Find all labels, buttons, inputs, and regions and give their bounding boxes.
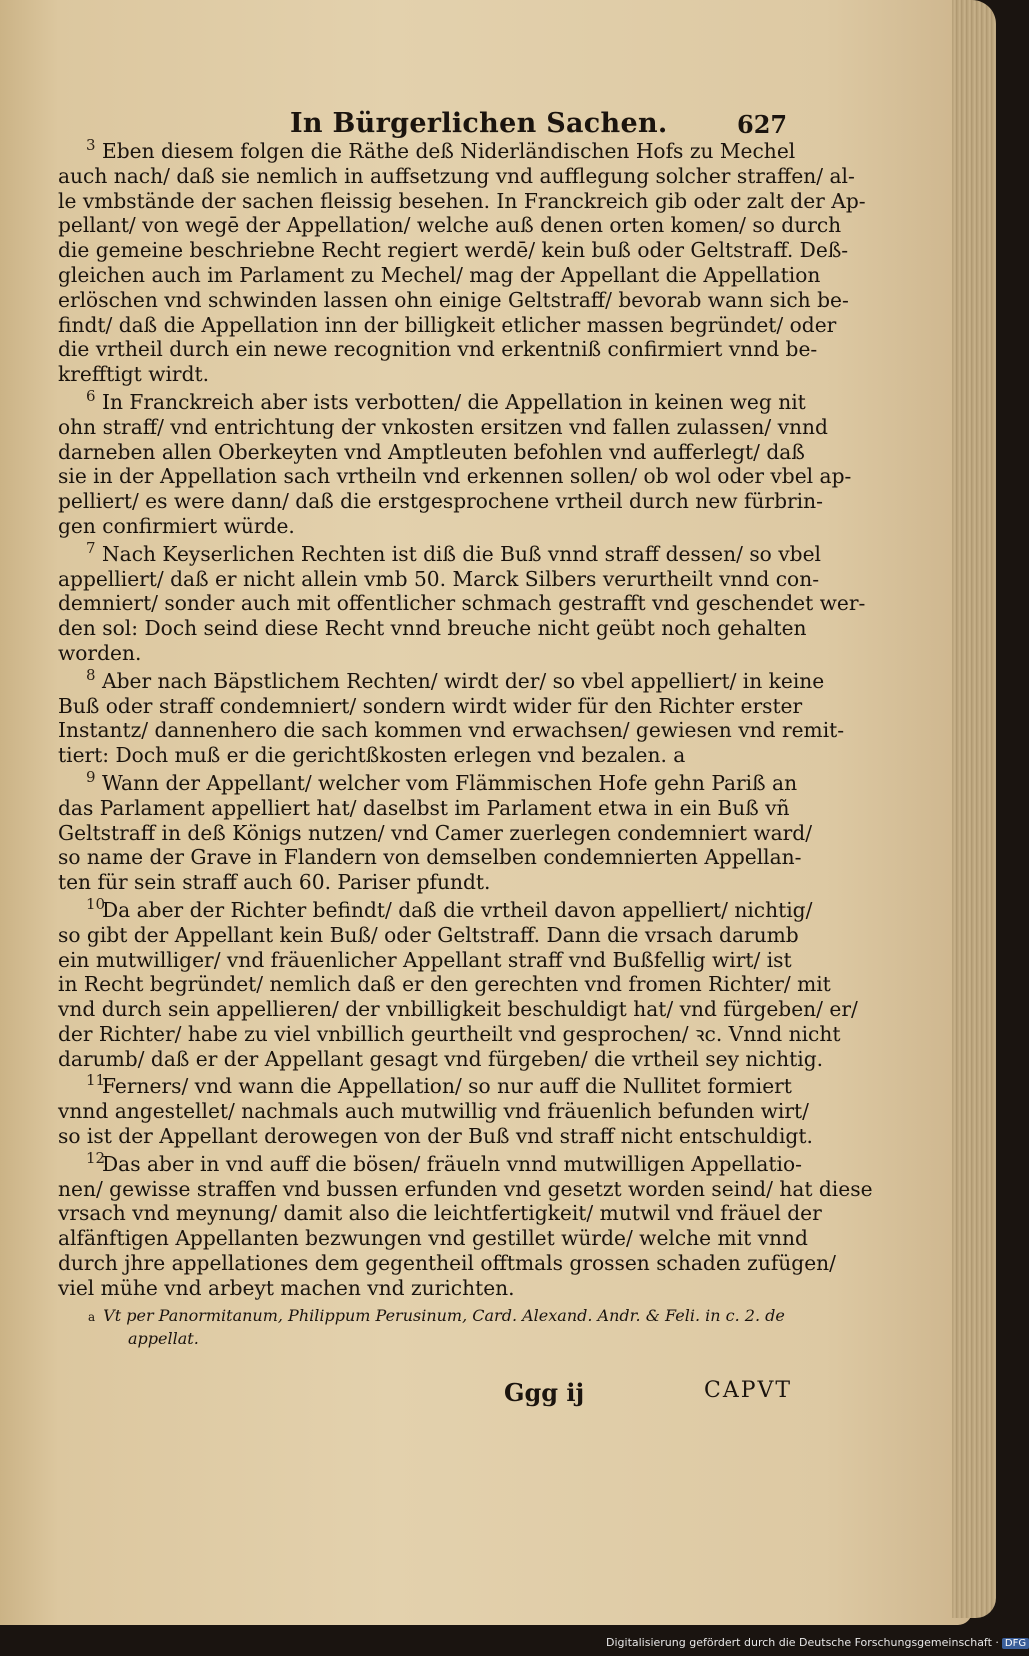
margin-number: 9: [86, 767, 96, 786]
margin-number: 6: [86, 386, 96, 405]
text-line: so ist der Appellant derowegen von der Buß vnd straff nicht entschuldigt.: [58, 1124, 813, 1149]
paragraph: [58, 767, 814, 895]
text-line: Instantz/ dannenhero die sach kommen vnd erwachsen/ gewiesen vnd remit-: [58, 718, 845, 743]
text-line: gen confirmiert würde.: [58, 513, 295, 538]
margin-number: 7: [86, 538, 96, 557]
text-line: ten für sein straff auch 60. Pariser pfundt.: [58, 870, 491, 895]
text-line: das Parlament appelliert hat/ daselbst im Parlament etwa in ein Buß vñ: [58, 795, 790, 820]
text-line: so gibt der Appellant kein Buß/ oder Geltstraff. Dann die vrsach darumb: [58, 922, 799, 947]
text-line: Aber nach Bäpstlichem Rechten/ wirdt der/ so vbel appelliert/ in keine: [102, 668, 825, 693]
digitization-credit: [606, 1636, 1029, 1649]
text-line: die vrtheil durch ein newe recognition vnd erkentniß confirmiert vnnd be-: [58, 337, 818, 362]
text-line: darneben allen Oberkeyten vnd Amptleuten befohlen vnd aufferlegt/ daß: [58, 439, 805, 464]
text-line: tiert: Doch muß er die gerichtßkosten erlegen vnd bezalen. a: [58, 743, 686, 768]
footnote-marker: a: [88, 1310, 96, 1324]
paragraph: [58, 665, 845, 768]
text-line: vnnd angestellet/ nachmals auch mutwillig vnd fräuenlich befunden wirt/: [58, 1099, 809, 1124]
text-line: vrsach vnd meynung/ damit also die leichtfertigkeit/ mutwil vnd fräuel der: [58, 1201, 822, 1226]
margin-number: 12: [86, 1148, 106, 1167]
text-line: gleichen auch im Parlament zu Mechel/ mag der Appellant die Appellation: [58, 262, 821, 287]
text-line: ohn straff/ vnd entrichtung der vnkosten ersitzen vnd fallen zulassen/ vnnd: [58, 414, 828, 439]
text-line: der Richter/ habe zu viel vnbillich geurtheilt vnd gesprochen/ ꝛc. Vnnd nicht: [58, 1021, 841, 1046]
paragraph: [58, 1071, 814, 1149]
paragraph: [58, 1148, 873, 1301]
page-edges: [952, 0, 996, 1618]
text-line: pelliert/ es were dann/ daß die erstgesprochene vrtheil durch new fürbrin-: [58, 489, 823, 514]
text-line: worden.: [58, 640, 142, 665]
paragraph: [58, 136, 866, 387]
credit-text: Digitalisierung gefördert durch die Deutsche Forschungsgemeinschaft ·: [606, 1636, 999, 1649]
text-line: demniert/ sonder auch mit offentlicher schmach gestrafft vnd geschendet wer-: [58, 591, 866, 616]
footnote: [88, 1305, 808, 1350]
text-line: Eben diesem folgen die Räthe deß Niderländischen Hofs zu Mechel: [102, 139, 796, 163]
text-line: so name der Grave in Flandern von demselben condemnierten Appellan-: [58, 845, 802, 870]
text-line: nen/ gewisse straffen vnd bussen erfunden vnd gesetzt worden seind/ hat diese: [58, 1176, 873, 1201]
text-line: auch nach/ daß sie nemlich in auffsetzung vnd aufflegung solcher straffen/ al-: [58, 163, 855, 188]
catchword: CAPVT: [704, 1378, 793, 1403]
margin-number: 8: [86, 665, 96, 684]
paragraph: [58, 386, 852, 539]
text-line: ein mutwilliger/ vnd fräuenlicher Appellant straff vnd Bußfellig wirt/ ist: [58, 947, 792, 972]
text-line: sie in der Appellation sach vrtheiln vnd erkennen sollen/ ob wol oder vbel ap-: [58, 464, 852, 489]
paragraph: [58, 894, 858, 1072]
running-head: In Bürgerlichen Sachen.: [290, 108, 668, 139]
text-line: Wann der Appellant/ welcher vom Flämmischen Hofe gehn Pariß an: [102, 770, 798, 795]
body-text: [58, 136, 873, 1304]
text-line: pellant/ von wegē der Appellation/ welche auß denen orten komen/ so durch: [58, 213, 842, 238]
text-line: die gemeine beschriebne Recht regiert werdē/ kein buß oder Geltstraff. Deß-: [58, 238, 849, 263]
paragraph: [58, 538, 866, 666]
text-line: le vmbstände der sachen fleissig besehen. In Franckreich gib oder zalt der Ap-: [58, 188, 866, 213]
text-line: darumb/ daß er der Appellant gesagt vnd fürgeben/ die vrtheil sey nichtig.: [58, 1046, 824, 1071]
text-line: den sol: Doch seind diese Recht vnnd breuche nicht geübt noch gehalten: [58, 616, 807, 641]
dfg-logo: DFG: [1002, 1638, 1029, 1649]
text-line: Nach Keyserlichen Rechten ist diß die Buß vnnd straff dessen/ so vbel: [102, 541, 821, 566]
text-line: findt/ daß die Appellation inn der billigkeit etlicher massen begründet/ oder: [58, 312, 837, 337]
text-line: In Franckreich aber ists verbotten/ die Appellation in keinen weg nit: [102, 389, 806, 414]
text-line: viel mühe vnd arbeyt machen vnd zurichten.: [58, 1275, 515, 1300]
text-line: Da aber der Richter befindt/ daß die vrtheil davon appelliert/ nichtig/: [102, 897, 813, 922]
text-line: Buß oder straff condemniert/ sondern wirdt wider für den Richter erster: [58, 693, 803, 718]
footnote-line-1: Vt per Panormitanum, Philippum Perusinum, Card. Alexand. Andr. & Feli. in c. 2. de: [103, 1306, 785, 1325]
margin-number: 3: [86, 136, 96, 154]
text-line: Geltstraff in deß Königs nutzen/ vnd Camer zuerlegen condemniert ward/: [58, 820, 813, 845]
text-line: Das aber in vnd auff die bösen/ fräueln vnnd mutwilligen Appellatio-: [102, 1151, 802, 1176]
footnote-line-2: appellat.: [128, 1329, 199, 1348]
text-line: Ferners/ vnd wann die Appellation/ so nur auff die Nullitet formiert: [102, 1074, 792, 1099]
text-line: alfänftigen Appellanten bezwungen vnd gestillet würde/ welche mit vnnd: [58, 1226, 808, 1251]
margin-number: 10: [86, 894, 106, 913]
text-line: in Recht begründet/ nemlich daß er den gerechten vnd fromen Richter/ mit: [58, 972, 831, 997]
text-line: krefftigt wirdt.: [58, 362, 210, 387]
text-line: erlöschen vnd schwinden lassen ohn einige Geltstraff/ bevorab wann sich be-: [58, 287, 849, 312]
signature-mark: Ggg ij: [504, 1378, 585, 1407]
margin-number: 11: [86, 1071, 106, 1090]
text-line: durch jhre appellationes dem gegentheil offtmals grossen schaden zufügen/: [58, 1251, 836, 1276]
text-line: appelliert/ daß er nicht allein vmb 50. Marck Silbers verurtheilt vnnd con-: [58, 566, 820, 591]
text-line: vnd durch sein appellieren/ der vnbilligkeit beschuldigt hat/ vnd fürgeben/ er/: [58, 997, 858, 1022]
page-number: 627: [737, 110, 788, 139]
